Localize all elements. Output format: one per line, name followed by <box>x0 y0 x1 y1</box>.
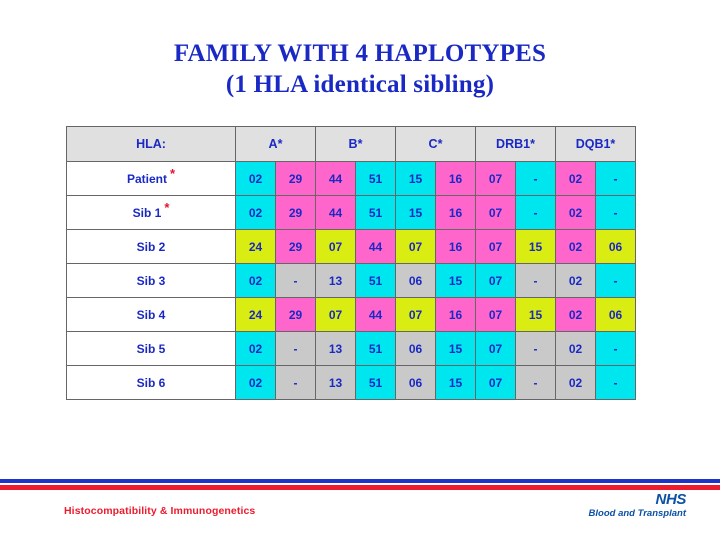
allele-cell: 02 <box>236 162 276 196</box>
allele-cell: 44 <box>316 162 356 196</box>
table-row <box>67 196 636 230</box>
allele-cell: 13 <box>316 332 356 366</box>
allele-cell: 02 <box>556 264 596 298</box>
row-label-sib-6 <box>67 366 236 400</box>
allele-cell: 15 <box>516 298 556 332</box>
allele-cell: 02 <box>236 196 276 230</box>
row-label-sib-4 <box>67 298 236 332</box>
allele-cell: - <box>516 332 556 366</box>
allele-cell: 15 <box>436 332 476 366</box>
allele-cell: 06 <box>596 298 636 332</box>
allele-cell: 02 <box>556 162 596 196</box>
title-line-primary: FAMILY WITH 4 HAPLOTYPES <box>173 40 547 67</box>
allele-cell: 06 <box>596 230 636 264</box>
allele-cell: 29 <box>276 196 316 230</box>
allele-cell: 07 <box>316 298 356 332</box>
table-row <box>67 264 636 298</box>
allele-cell: 07 <box>316 230 356 264</box>
row-label-sib-3 <box>67 264 236 298</box>
allele-cell: 15 <box>436 366 476 400</box>
footer-rule-red <box>0 485 720 490</box>
allele-cell: - <box>596 264 636 298</box>
allele-cell: 07 <box>476 230 516 264</box>
allele-cell: - <box>596 366 636 400</box>
identical-match-asterisk-icon: * <box>169 165 176 181</box>
allele-cell: - <box>516 162 556 196</box>
allele-cell: 02 <box>556 230 596 264</box>
allele-cell: 51 <box>356 332 396 366</box>
table-body <box>67 162 636 400</box>
allele-cell: 44 <box>356 298 396 332</box>
table-row <box>67 332 636 366</box>
allele-cell: 51 <box>356 196 396 230</box>
table-header <box>67 127 636 162</box>
allele-cell: 51 <box>356 366 396 400</box>
allele-cell: 15 <box>396 196 436 230</box>
nhs-sub-label: Blood and Transplant <box>588 508 686 519</box>
allele-cell: 13 <box>316 366 356 400</box>
allele-cell: 16 <box>436 298 476 332</box>
allele-cell: 02 <box>556 366 596 400</box>
haplotype-table <box>66 126 636 400</box>
row-label-text: Patient <box>126 171 167 186</box>
column-header-locus-b: B* <box>316 127 396 162</box>
footer-divider <box>0 479 720 490</box>
identical-match-asterisk-icon: * <box>164 199 170 215</box>
allele-cell: 15 <box>516 230 556 264</box>
nhs-logo <box>589 492 686 520</box>
allele-cell: 29 <box>276 162 316 196</box>
row-label-text: Sib 1 <box>132 205 162 220</box>
allele-cell: - <box>516 366 556 400</box>
allele-cell: - <box>516 196 556 230</box>
nhs-wordmark: NHS <box>655 491 686 508</box>
allele-cell: 15 <box>396 162 436 196</box>
column-header-hla: HLA: <box>67 127 236 162</box>
allele-cell: 44 <box>316 196 356 230</box>
allele-cell: 02 <box>556 196 596 230</box>
table-header-row <box>67 127 636 162</box>
column-header-locus-a: A* <box>236 127 316 162</box>
allele-cell: 51 <box>356 162 396 196</box>
allele-cell: 16 <box>436 230 476 264</box>
allele-cell: - <box>596 162 636 196</box>
row-label-text: Sib 3 <box>136 273 166 288</box>
footer-department-label: Histocompatibility & Immunogenetics <box>64 505 256 517</box>
allele-cell: 51 <box>356 264 396 298</box>
row-label-text: Sib 6 <box>136 375 166 390</box>
allele-cell: 29 <box>276 298 316 332</box>
allele-cell: 07 <box>476 366 516 400</box>
column-header-locus-drb1: DRB1* <box>476 127 556 162</box>
allele-cell: 16 <box>436 162 476 196</box>
allele-cell: - <box>276 366 316 400</box>
row-label-text: Sib 4 <box>136 307 166 322</box>
title-line-secondary: (1 HLA identical sibling) <box>225 71 495 98</box>
allele-cell: - <box>516 264 556 298</box>
row-label-patient <box>67 162 236 196</box>
allele-cell: 16 <box>436 196 476 230</box>
allele-cell: 07 <box>476 298 516 332</box>
allele-cell: 07 <box>476 332 516 366</box>
allele-cell: 07 <box>396 298 436 332</box>
allele-cell: 07 <box>476 264 516 298</box>
allele-cell: 29 <box>276 230 316 264</box>
table-row <box>67 366 636 400</box>
allele-cell: 02 <box>236 332 276 366</box>
allele-cell: 07 <box>476 162 516 196</box>
row-label-text: Sib 2 <box>136 239 166 254</box>
column-header-locus-c: C* <box>396 127 476 162</box>
allele-cell: 02 <box>236 264 276 298</box>
allele-cell: 07 <box>476 196 516 230</box>
allele-cell: 07 <box>396 230 436 264</box>
allele-cell: 02 <box>556 298 596 332</box>
allele-cell: - <box>596 196 636 230</box>
row-label-text: Sib 5 <box>136 341 166 356</box>
allele-cell: - <box>596 332 636 366</box>
table-row <box>67 298 636 332</box>
allele-cell: 06 <box>396 332 436 366</box>
page-title <box>0 38 720 100</box>
allele-cell: 02 <box>236 366 276 400</box>
row-label-sib-5 <box>67 332 236 366</box>
allele-cell: 02 <box>556 332 596 366</box>
allele-cell: 06 <box>396 366 436 400</box>
allele-cell: 44 <box>356 230 396 264</box>
column-header-locus-dqb1: DQB1* <box>556 127 636 162</box>
allele-cell: 13 <box>316 264 356 298</box>
allele-cell: - <box>276 264 316 298</box>
row-label-sib-1 <box>67 196 236 230</box>
table-row <box>67 162 636 196</box>
table-row <box>67 230 636 264</box>
row-label-sib-2 <box>67 230 236 264</box>
allele-cell: 24 <box>236 230 276 264</box>
allele-cell: 06 <box>396 264 436 298</box>
allele-cell: 24 <box>236 298 276 332</box>
allele-cell: 15 <box>436 264 476 298</box>
allele-cell: - <box>276 332 316 366</box>
